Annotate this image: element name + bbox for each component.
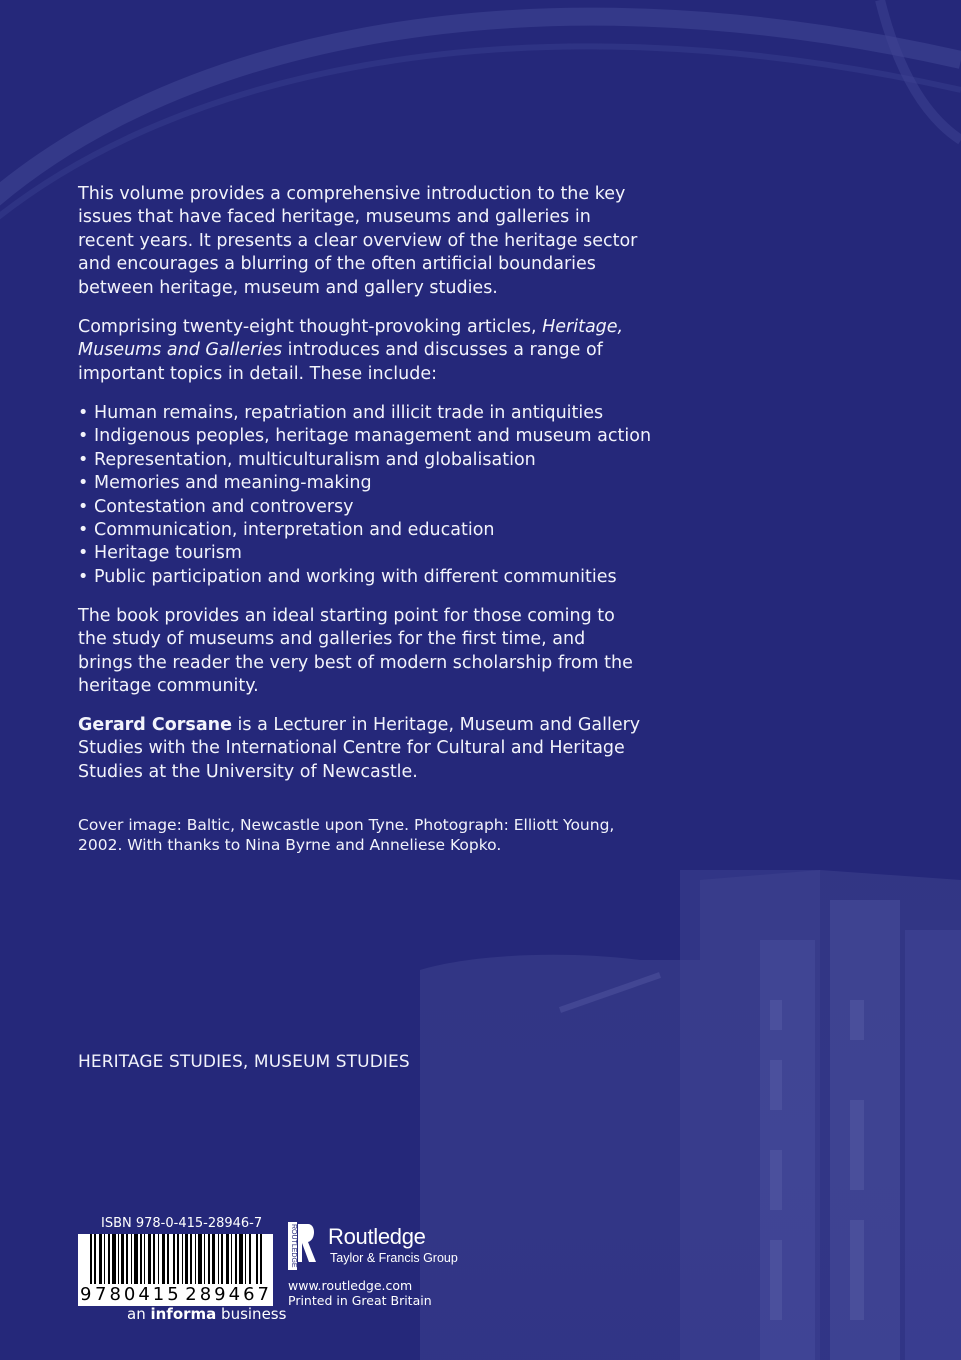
- routledge-logo-text: ROUTLEDGE: [290, 1224, 297, 1268]
- subject-category: HERITAGE STUDIES, MUSEUM STUDIES: [78, 1052, 410, 1072]
- list-item: • Memories and meaning-making: [78, 472, 678, 495]
- author-paragraph: [78, 714, 643, 784]
- list-item: • Heritage tourism: [78, 542, 678, 565]
- barcode-digit-group: 9: [80, 1284, 92, 1305]
- barcode-bars: [78, 1234, 273, 1284]
- topics-list: [78, 402, 678, 589]
- publisher-info: [288, 1278, 432, 1308]
- list-item: • Indigenous peoples, heritage management and museum action: [78, 425, 678, 448]
- contents-prefix: Comprising twenty-eight thought-provoking articles,: [78, 317, 543, 337]
- list-item: • Communication, interpretation and education: [78, 519, 678, 542]
- list-item: • Human remains, repatriation and illicit trade in antiquities: [78, 402, 678, 425]
- barcode-digit-group: 289467: [185, 1284, 272, 1305]
- list-item: • Representation, multiculturalism and globalisation: [78, 449, 678, 472]
- author-name: Gerard Corsane: [78, 715, 232, 735]
- isbn-label: ISBN 978-0-415-28946-7: [101, 1216, 263, 1231]
- informa-tagline: [127, 1305, 286, 1323]
- audience-paragraph: The book provides an ideal starting point for those coming to the study of museums and galleries for the first time, and brings the reader the very best of modern scholarship from the heritage community.: [78, 606, 633, 697]
- informa-suffix: business: [216, 1305, 287, 1323]
- publisher-name: Routledge: [328, 1224, 426, 1249]
- printed-in: Printed in Great Britain: [288, 1293, 432, 1308]
- author-bio: is a Lecturer in Heritage, Museum and Gallery Studies with the International Centre for Cultural and Heritage Studies at the University of Newcastle.: [78, 715, 641, 782]
- informa-prefix: an: [127, 1305, 151, 1323]
- barcode-digit-group: 780415: [95, 1284, 182, 1305]
- publisher-group: Taylor & Francis Group: [330, 1251, 458, 1265]
- contents-suffix: introduces and discusses a range of important topics in detail. These include:: [78, 340, 603, 384]
- informa-brand: informa: [150, 1305, 217, 1323]
- intro-paragraph: This volume provides a comprehensive introduction to the key issues that have faced heritage, museums and galleries in recent years. It presents a clear overview of the heritage sector and encourages a blurring of the often artificial boundaries between heritage, museum and gallery studies.: [78, 184, 638, 298]
- book-title: Heritage, Museums and Galleries: [78, 317, 624, 361]
- cover-credit: Cover image: Baltic, Newcastle upon Tyne. Photograph: Elliott Young, 2002. With thanks to Nina Byrne and Anneliese Kopko.: [78, 816, 615, 854]
- list-item: • Public participation and working with different communities: [78, 566, 678, 589]
- contents-paragraph: [78, 316, 643, 386]
- list-item: • Contestation and controversy: [78, 496, 678, 519]
- barcode-digits: [80, 1284, 272, 1305]
- publisher-url[interactable]: www.routledge.com: [288, 1278, 413, 1293]
